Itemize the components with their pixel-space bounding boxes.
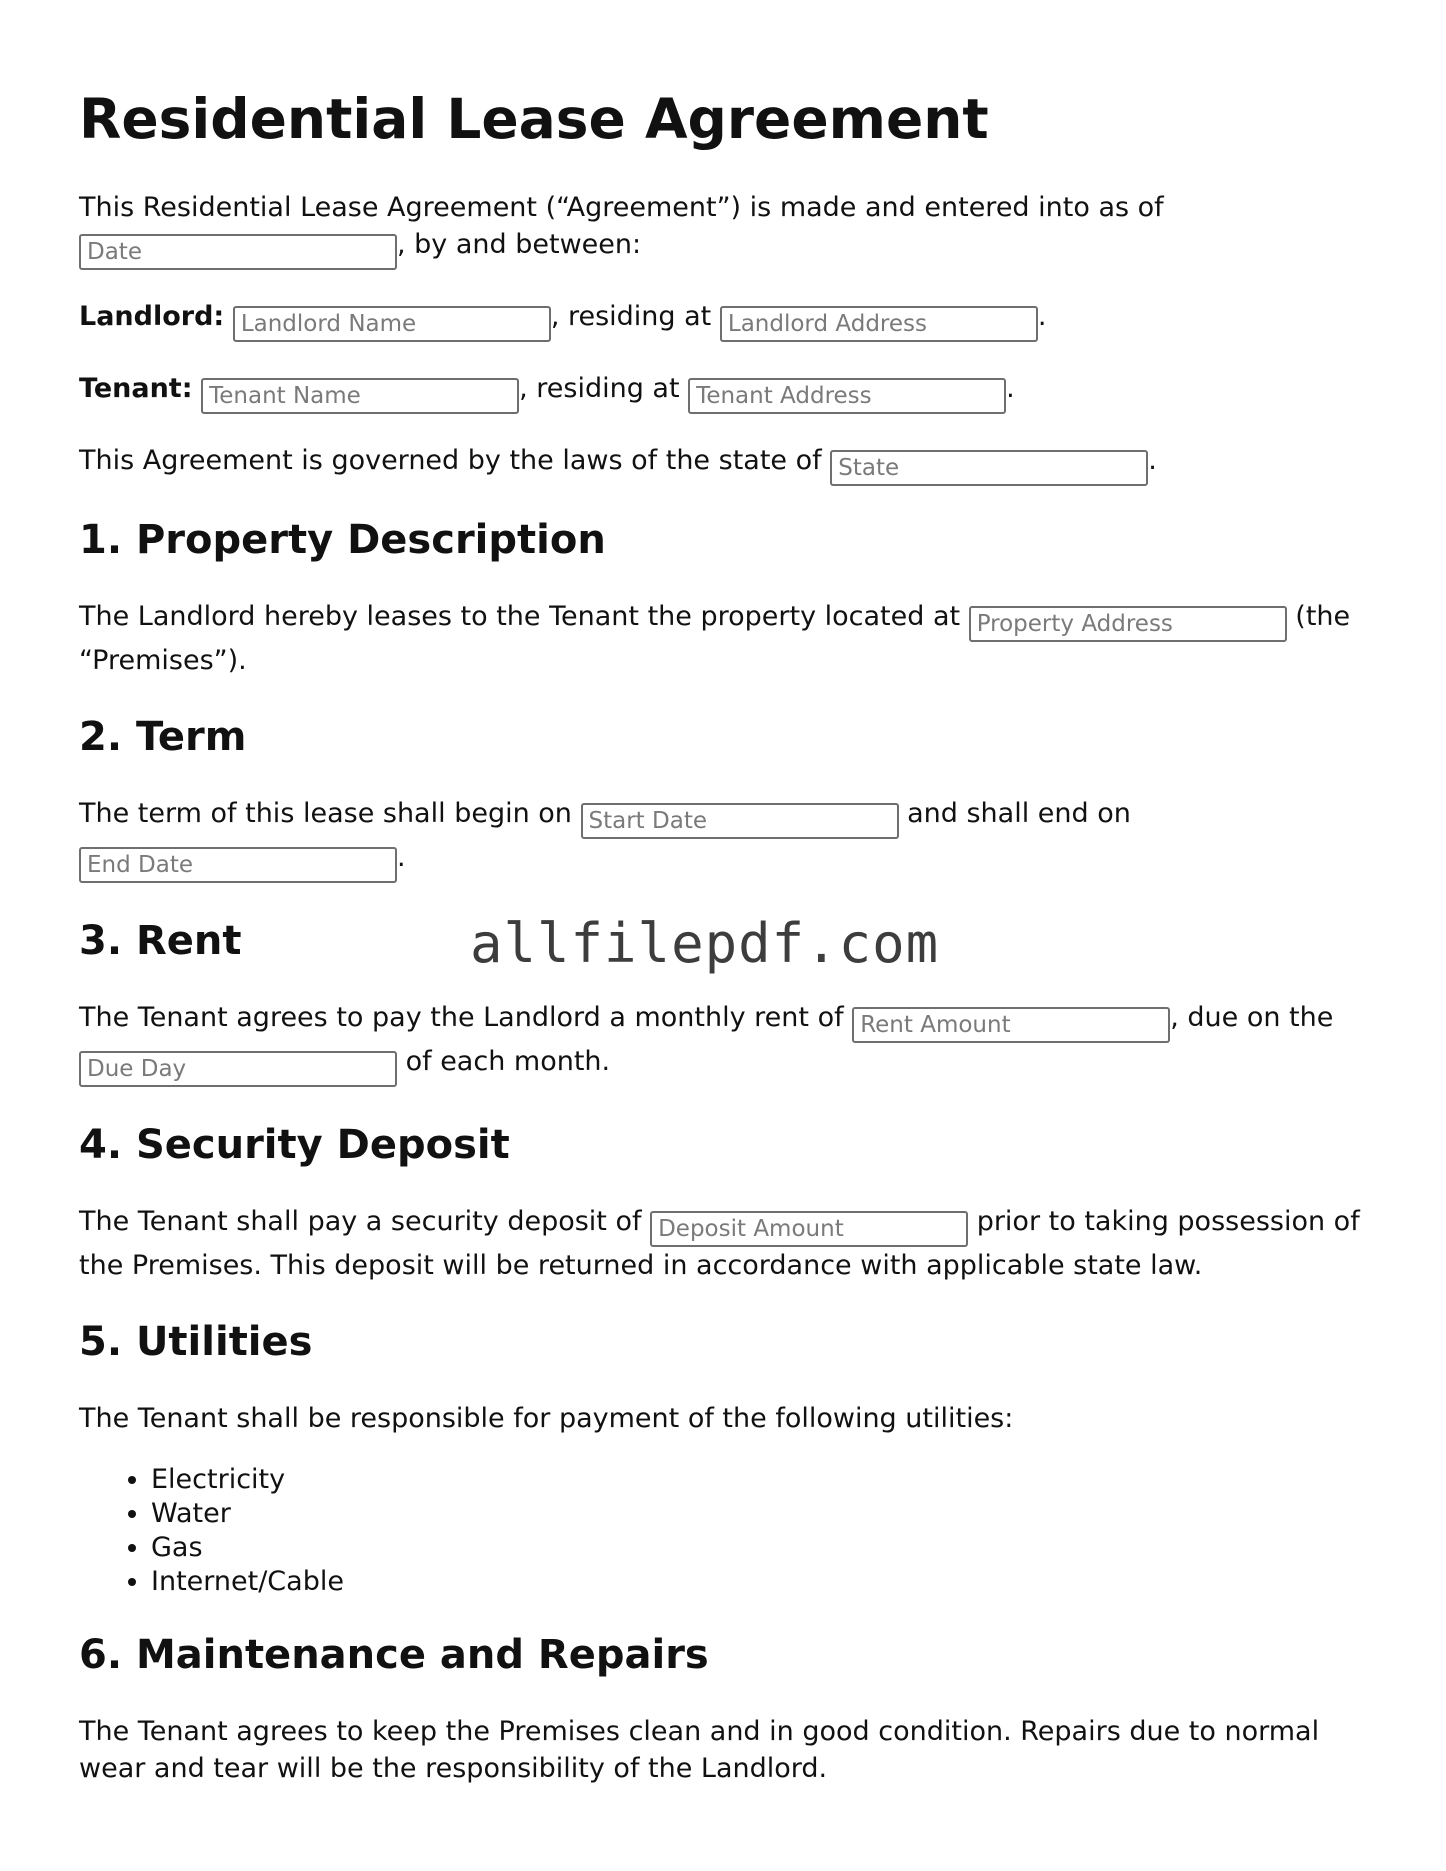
document-title: Residential Lease Agreement [79, 87, 989, 151]
start-date-field[interactable] [581, 803, 899, 839]
rent-text-after: of each month. [405, 1046, 611, 1077]
landlord-line [79, 298, 1379, 342]
utilities-paragraph: The Tenant shall be responsible for payment of the following utilities: [79, 1403, 1014, 1434]
tenant-label: Tenant: [79, 373, 193, 404]
property-text: The Landlord hereby leases to the Tenant the property located at [79, 601, 961, 632]
list-item: • Water [151, 1497, 1379, 1531]
list-item: • Electricity [151, 1463, 1379, 1497]
section-heading-rent: 3. Rent [79, 918, 242, 964]
state-field[interactable] [830, 450, 1148, 486]
deposit-amount-field[interactable] [650, 1211, 968, 1247]
section-heading-maintenance: 6. Maintenance and Repairs [79, 1632, 709, 1678]
tenant-end: . [1006, 373, 1015, 404]
date-field[interactable] [79, 234, 397, 270]
tenant-residing-text: , residing at [519, 373, 680, 404]
section-heading-property: 1. Property Description [79, 517, 606, 563]
landlord-residing-text: , residing at [550, 301, 712, 332]
intro-paragraph [79, 189, 1379, 270]
tenant-name-field[interactable] [201, 378, 519, 414]
governing-law-text: This Agreement is governed by the laws of the state of [79, 445, 822, 476]
tenant-line [79, 370, 1379, 414]
term-text-middle: and shall end on [907, 798, 1131, 829]
landlord-address-field[interactable] [720, 306, 1038, 342]
intro-text-after: , by and between: [397, 229, 642, 260]
governing-law-line [79, 442, 1379, 486]
intro-text: This Residential Lease Agreement (“Agreement”) is made and entered into as of [79, 192, 1164, 223]
landlord-end: . [1037, 301, 1047, 332]
governing-law-end: . [1148, 445, 1157, 476]
property-text-after: (the “Premises”). [79, 601, 1351, 676]
landlord-name-field[interactable] [233, 306, 551, 342]
list-item: • Internet/Cable [151, 1565, 1379, 1599]
tenant-address-field[interactable] [688, 378, 1006, 414]
section-heading-utilities: 5. Utilities [79, 1319, 313, 1365]
deposit-text: The Tenant shall pay a security deposit of [79, 1206, 642, 1237]
landlord-label: Landlord: [79, 301, 225, 332]
maintenance-paragraph: The Tenant agrees to keep the Premises clean and in good condition. Repairs due to normal wear and tear will be the responsibility of the Landlord. [79, 1716, 1320, 1784]
term-end: . [397, 842, 406, 873]
section-heading-term: 2. Term [79, 714, 247, 760]
utilities-list [79, 1463, 1379, 1599]
deposit-paragraph [79, 1203, 1379, 1284]
list-item: • Gas [151, 1531, 1379, 1565]
rent-paragraph [79, 999, 1379, 1087]
due-day-field[interactable] [79, 1051, 397, 1087]
watermark: allfilepdf.com [470, 912, 940, 975]
rent-text: The Tenant agrees to pay the Landlord a monthly rent of [79, 1002, 844, 1033]
property-paragraph [79, 598, 1379, 679]
rent-amount-field[interactable] [852, 1007, 1170, 1043]
deposit-text-after: prior to taking possession of the Premises. This deposit will be returned in accordance with applicable state law. [79, 1206, 1360, 1281]
end-date-field[interactable] [79, 847, 397, 883]
term-paragraph [79, 795, 1379, 883]
section-heading-deposit: 4. Security Deposit [79, 1122, 510, 1168]
property-address-field[interactable] [969, 606, 1287, 642]
term-text: The term of this lease shall begin on [79, 798, 572, 829]
rent-text-middle: , due on the [1170, 1002, 1334, 1033]
